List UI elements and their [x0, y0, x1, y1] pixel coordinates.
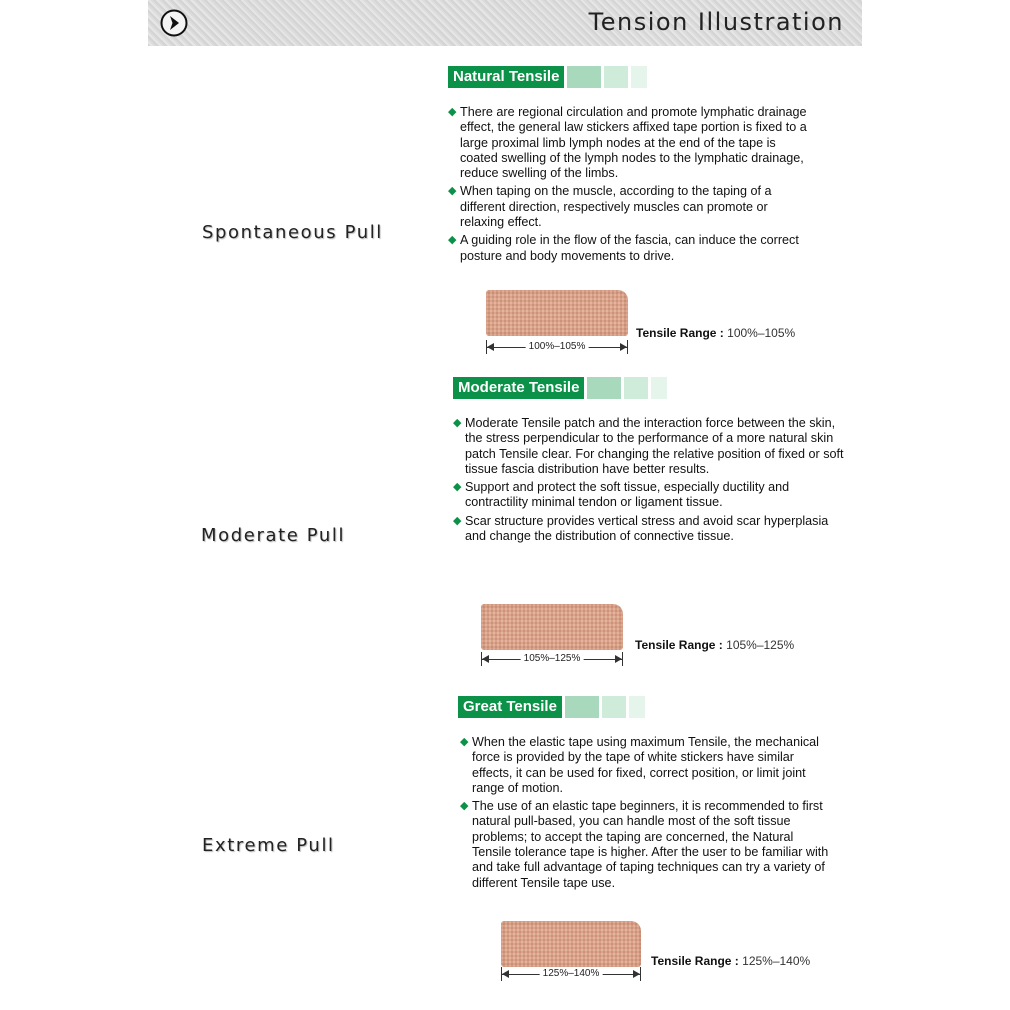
diamond-bullet-icon: ◆	[460, 800, 469, 813]
tensile-range: Tensile Range : 125%–140%	[651, 954, 811, 968]
badge-swatch	[631, 66, 647, 88]
tensile-range-label: Tensile Range	[635, 638, 716, 652]
list-item: ◆ When the elastic tape using maximum Tensile, the mechanical force is provided by the tape of white stickers have similar effects, it can be used for fixed, correct position, or limit joint range of motion.	[460, 735, 819, 795]
measure-label: 100%–105%	[526, 340, 589, 354]
list-item: ◆ Scar structure provides vertical stress and avoid scar hyperplasia and change the distribution of connective tissue.	[453, 513, 829, 544]
section-label-moderate: Moderate Pull	[201, 525, 346, 546]
tape-illustration	[481, 604, 623, 650]
arrow-circle-icon[interactable]	[160, 9, 188, 37]
measure-arrow	[486, 340, 628, 354]
badge-label: Moderate Tensile	[453, 377, 584, 399]
tape-illustration	[486, 290, 628, 336]
bullet-list	[453, 416, 845, 547]
tensile-range-label: Tensile Range	[636, 326, 717, 340]
diamond-bullet-icon: ◆	[448, 185, 457, 198]
tensile-badge-natural	[448, 66, 647, 88]
measure-label: 125%–140%	[540, 967, 603, 981]
section-label-extreme: Extreme Pull	[202, 835, 335, 856]
badge-swatch	[604, 66, 628, 88]
tensile-range: Tensile Range : 105%–125%	[635, 638, 795, 652]
badge-swatch	[651, 377, 667, 399]
tensile-range: Tensile Range : 100%–105%	[636, 326, 796, 340]
page-title: Tension Illustration	[588, 8, 844, 36]
diamond-bullet-icon: ◆	[453, 481, 462, 494]
badge-swatch	[567, 66, 601, 88]
bullet-list	[448, 105, 808, 267]
list-item: ◆ The use of an elastic tape beginners, it is recommended to first natural pull-based, you can handle most of the soft tissue problems; to accept the taping are concerned, the Natural Tensile tolerance tape is higher. After the user to be familiar with and take full advantage of taping techniques can try a variety of different Tensile tape use.	[460, 799, 829, 890]
tensile-range-value: 105%–125%	[726, 638, 795, 652]
tensile-range-value: 125%–140%	[742, 954, 811, 968]
badge-label: Great Tensile	[458, 696, 562, 718]
badge-swatch	[602, 696, 626, 718]
badge-label: Natural Tensile	[448, 66, 564, 88]
badge-swatch	[629, 696, 645, 718]
badge-swatch	[565, 696, 599, 718]
badge-swatch	[587, 377, 621, 399]
badge-swatch	[624, 377, 648, 399]
tensile-badge-moderate	[453, 377, 667, 399]
tape-illustration	[501, 921, 641, 967]
tensile-badge-great	[458, 696, 645, 718]
section-label-spontaneous: Spontaneous Pull	[202, 222, 383, 243]
diamond-bullet-icon: ◆	[448, 234, 457, 247]
list-item: ◆ When taping on the muscle, according to the taping of a different direction, respectively muscles can promote or relaxing effect.	[448, 184, 772, 230]
diamond-bullet-icon: ◆	[453, 514, 462, 527]
list-item: ◆ There are regional circulation and promote lymphatic drainage effect, the general law stickers affixed tape portion is fixed to a large proximal limb lymph nodes at the end of the tape is coated swelling of the lymph nodes to the lymphatic drainage, reduce swelling of the limbs.	[448, 105, 807, 181]
measure-label: 105%–125%	[521, 652, 584, 666]
page-header	[148, 0, 862, 46]
list-item: ◆ Moderate Tensile patch and the interaction force between the skin, the stress perpendicular to the performance of a more natural skin patch Tensile clear. For changing the relative position of fixed or soft tissue fascia distribution have better results.	[453, 416, 844, 476]
measure-arrow	[481, 652, 623, 666]
measure-arrow	[501, 967, 641, 981]
list-item: ◆ A guiding role in the flow of the fascia, can induce the correct posture and body movements to drive.	[448, 233, 799, 263]
list-item: ◆ Support and protect the soft tissue, especially ductility and contractility minimal tendon or ligament tissue.	[453, 480, 790, 510]
bullet-list	[460, 735, 832, 894]
diamond-bullet-icon: ◆	[453, 417, 462, 429]
diamond-bullet-icon: ◆	[448, 106, 457, 118]
tensile-range-label: Tensile Range	[651, 954, 732, 968]
diamond-bullet-icon: ◆	[460, 736, 469, 748]
tensile-range-value: 100%–105%	[727, 326, 796, 340]
